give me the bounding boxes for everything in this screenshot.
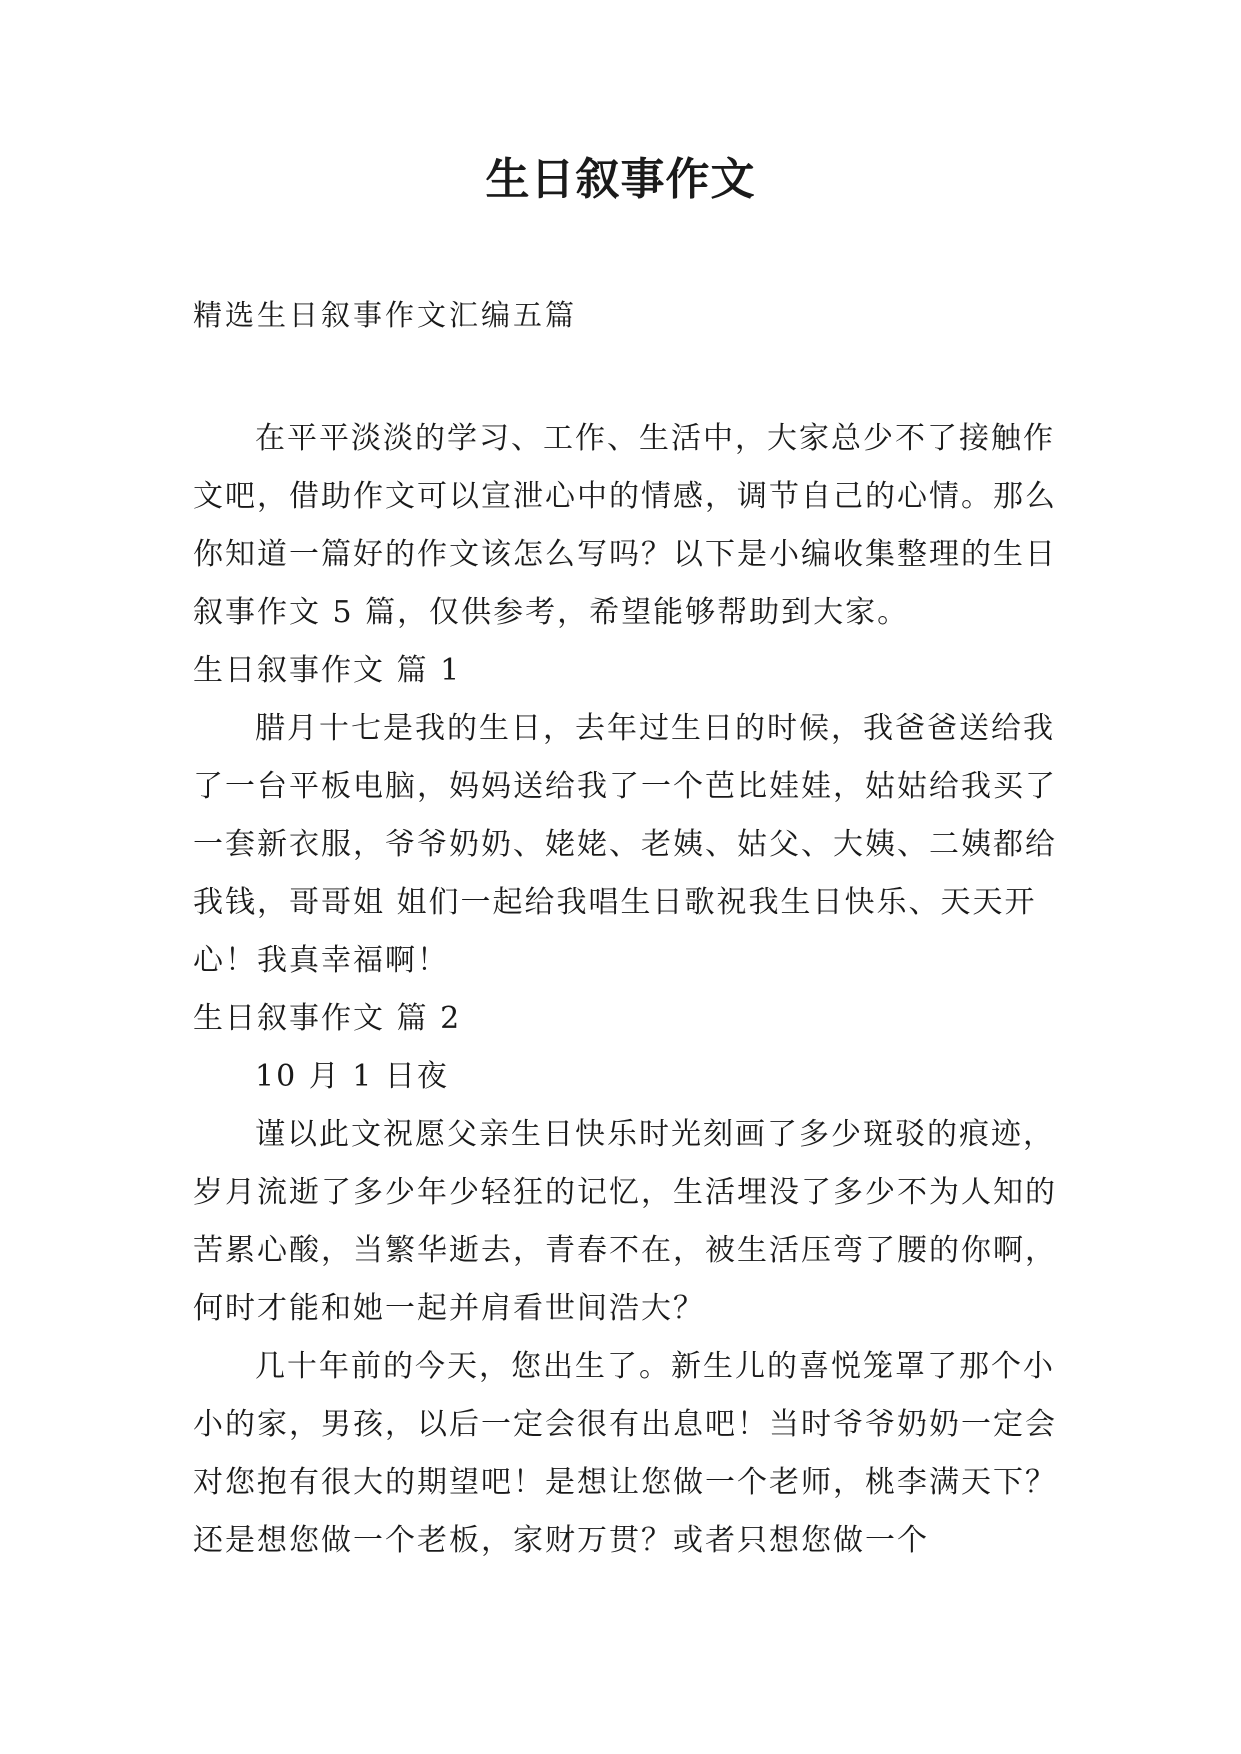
section-1-paragraph: 腊月十七是我的生日，去年过生日的时候，我爸爸送给我了一台平板电脑，妈妈送给我了一个芭比娃娃，姑姑给我买了一套新衣服，爷爷奶奶、姥姥、老姨、姑父、大姨、二姨都给我钱，哥哥姐 姐们一起给我唱生日歌祝我生日快乐、天天开心！我真幸福啊！ [193,711,1057,978]
document-body [193,410,1073,1570]
section-2-heading: 生日叙事作文 篇 2 [193,1001,462,1036]
document-subtitle: 精选生日叙事作文汇编五篇 [193,298,578,332]
section-2-paragraph-2: 几十年前的今天，您出生了。新生儿的喜悦笼罩了那个小小的家，男孩，以后一定会很有出息吧！当时爷爷奶奶一定会对您抱有很大的期望吧！是想让您做一个老师，桃李满天下？还是想您做一个老板，家财万贯？或者只想您做一个 [193,1349,1057,1558]
intro-paragraph: 在平平淡淡的学习、工作、生活中，大家总少不了接触作文吧，借助作文可以宣泄心中的情感，调节自己的心情。那么你知道一篇好的作文该怎么写吗？以下是小编收集整理的生日叙事作文 5 篇，仅供参考，希望能够帮助到大家。 [193,421,1057,630]
section-1-heading: 生日叙事作文 篇 1 [193,653,462,688]
document-title: 生日叙事作文 [485,154,756,205]
section-2-paragraph-1: 谨以此文祝愿父亲生日快乐时光刻画了多少斑驳的痕迹，岁月流逝了多少年少轻狂的记忆，生活埋没了多少不为人知的苦累心酸，当繁华逝去，青春不在，被生活压弯了腰的你啊，何时才能和她一起并肩看世间浩大？ [193,1117,1057,1326]
section-2-date: 10 月 1 日夜 [255,1059,449,1094]
